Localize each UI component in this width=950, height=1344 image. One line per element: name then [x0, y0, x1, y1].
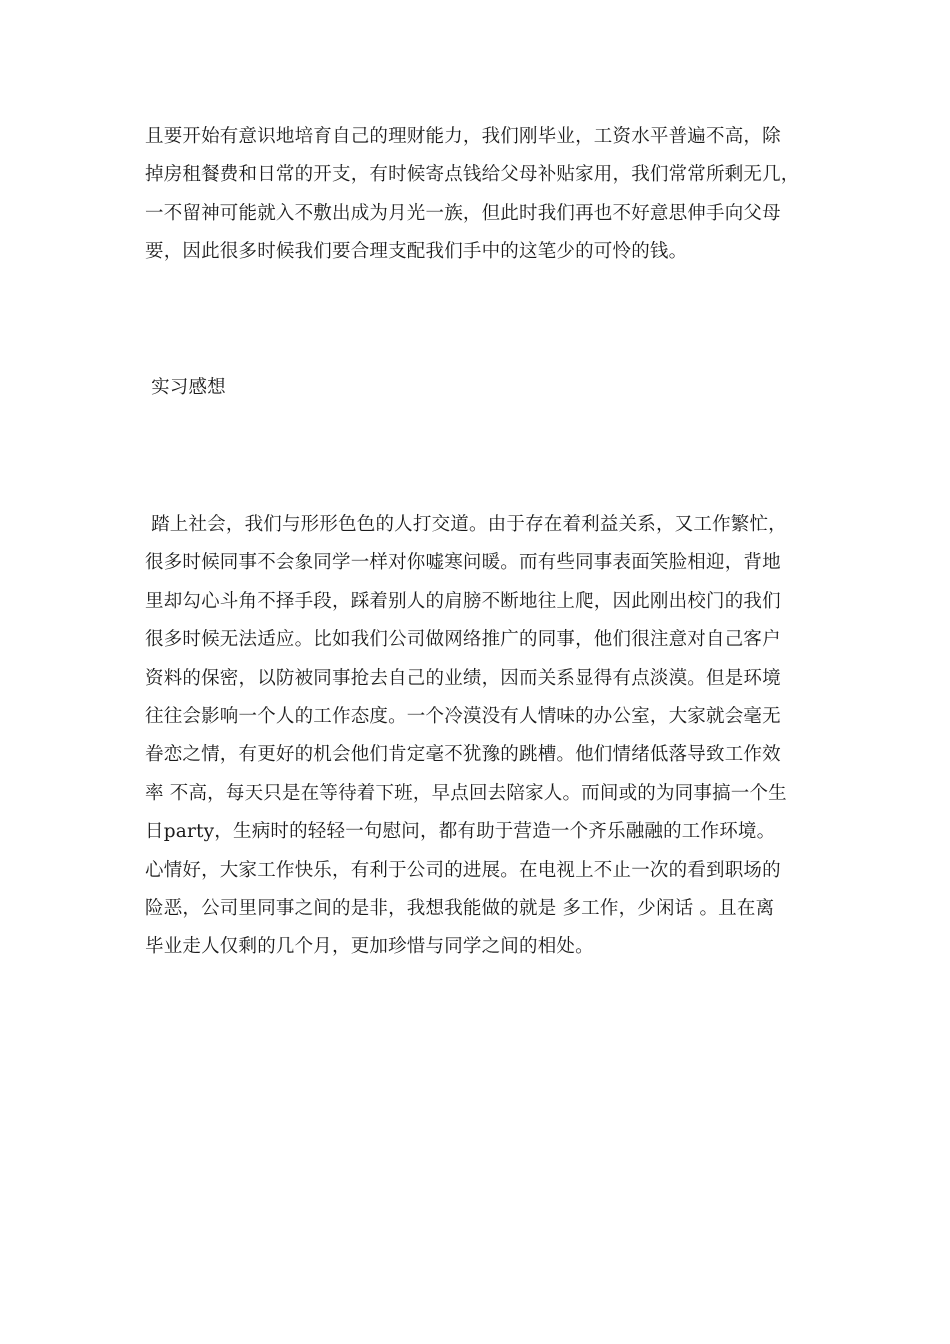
paragraph-finance [145, 118, 810, 272]
paragraph-line: 险恶，公司里同事之间的是非，我想我能做的就是 多工作，少闲话 。且在离 [145, 898, 775, 920]
paragraph-line: 资料的保密，以防被同事抢去自己的业绩，因而关系显得有点淡漠。但是环境 [145, 667, 781, 689]
paragraph-line: 心情好，大家工作快乐，有利于公司的进展。在电视上不止一次的看到职场的 [145, 859, 781, 881]
section-heading-text: 实习感想 [145, 377, 226, 398]
paragraph-line: 很多时候同事不会象同学一样对你嘘寒问暖。而有些同事表面笑脸相迎，背地 [145, 552, 781, 574]
paragraph-line: 很多时候无法适应。比如我们公司做网络推广的同事，他们很注意对自己客户 [145, 629, 781, 651]
paragraph-line: 且要开始有意识地培育自己的理财能力，我们刚毕业，工资水平普遍不高，除 [145, 126, 781, 147]
paragraph-line: 毕业走人仅剩的几个月，更加珍惜与同学之间的相处。 [145, 936, 594, 958]
paragraph-reflection [145, 506, 810, 967]
paragraph-line: 一不留神可能就入不敷出成为月光一族，但此时我们再也不好意思伸手向父母 [145, 202, 781, 224]
section-heading [145, 369, 810, 407]
paragraph-line: 眷恋之情，有更好的机会他们肯定毫不犹豫的跳槽。他们情绪低落导致工作效 [145, 744, 781, 766]
paragraph-line: 日party，生病时的轻轻一句慰问，都有助于营造一个齐乐融融的工作环境。 [145, 821, 776, 843]
paragraph-line: 掉房租餐费和日常的开支，有时候寄点钱给父母补贴家用，我们常常所剩无几， [145, 164, 800, 186]
paragraph-line: 里却勾心斗角不择手段，踩着别人的肩膀不断地往上爬，因此刚出校门的我们 [145, 590, 781, 612]
paragraph-line: 率 不高，每天只是在等待着下班，早点回去陪家人。而间或的为同事搞一个生 [145, 782, 787, 804]
paragraph-line: 踏上社会，我们与形形色色的人打交道。由于存在着利益关系，又工作繁忙， [145, 514, 787, 535]
paragraph-line: 要，因此很多时候我们要合理支配我们手中的这笔少的可怜的钱。 [145, 241, 688, 263]
paragraph-line: 往往会影响一个人的工作态度。一个冷漠没有人情味的办公室，大家就会毫无 [145, 706, 781, 728]
